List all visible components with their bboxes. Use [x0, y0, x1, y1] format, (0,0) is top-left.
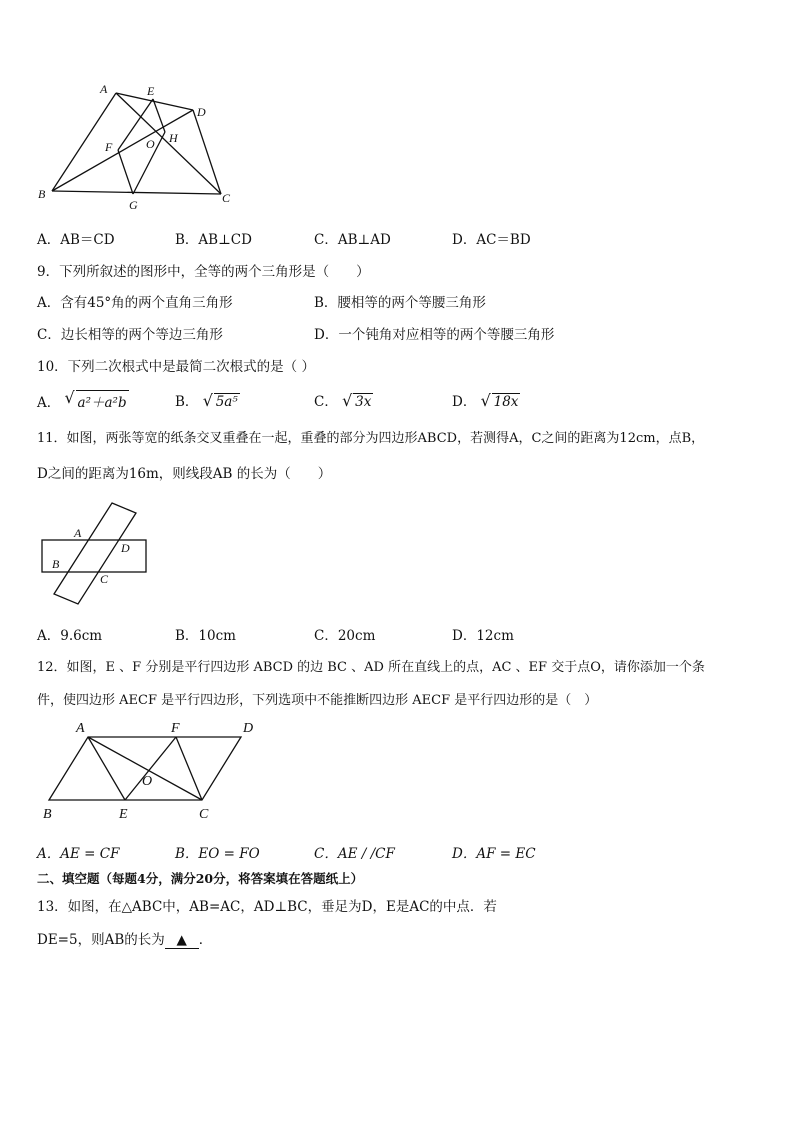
q10-option-a-letter: A．: [37, 395, 61, 411]
q11-option-c[interactable]: C．20cm: [314, 628, 376, 644]
q13-stem-line2: [37, 928, 212, 949]
q11-option-d[interactable]: D．12cm: [452, 628, 514, 644]
q10-stem: 10．下列二次根式中是最简二次根式的是（ ）: [37, 359, 315, 375]
q8-label-C: C: [222, 191, 231, 205]
q8-label-H: H: [169, 131, 178, 145]
q8-option-a[interactable]: A．AB＝CD: [37, 232, 115, 248]
q10-option-c-radical: √ 3x: [342, 391, 372, 410]
q13-answer-blank[interactable]: ▲: [165, 932, 199, 949]
q12-label-O: O: [142, 774, 153, 789]
q11-option-b[interactable]: B．10cm: [175, 628, 236, 644]
q10-option-a-radical: √ a²＋a²b: [64, 388, 127, 411]
q10-option-d-letter: D．: [452, 394, 477, 410]
q11-figure: [36, 500, 156, 610]
q12-label-D: D: [243, 721, 254, 736]
q11-label-A: A: [74, 526, 82, 540]
q8-option-c[interactable]: C．AB⊥AD: [314, 232, 391, 248]
q8-label-O: O: [146, 137, 155, 151]
q10-option-b-radical: √ 5a⁵: [202, 391, 238, 410]
q10-option-a[interactable]: [37, 390, 129, 411]
q10-option-a-radicand: a²＋a²b: [76, 390, 129, 411]
q8-label-E: E: [147, 84, 155, 98]
q10-option-b-letter: B．: [175, 394, 199, 410]
q13-stem-line2-end: ．: [198, 932, 213, 948]
q10-option-c-radicand: 3x: [355, 394, 372, 410]
q12-label-F: F: [171, 721, 180, 736]
q8-label-D: D: [197, 105, 206, 119]
q10-option-b-radicand: 5a⁵: [215, 394, 238, 410]
q12-label-A: A: [76, 721, 85, 736]
q12-label-B: B: [43, 807, 52, 822]
q12-label-E: E: [119, 807, 128, 822]
q10-option-b[interactable]: [175, 390, 240, 410]
q8-option-b[interactable]: B．AB⊥CD: [175, 232, 252, 248]
q11-option-a[interactable]: A．9.6cm: [37, 628, 103, 644]
q10-option-d-radicand: 18x: [493, 394, 519, 410]
q11-label-D: D: [121, 541, 130, 555]
q10-option-d[interactable]: [452, 390, 520, 410]
q11-stem-line2: D之间的距离为16m，则线段AB 的长为（ ）: [37, 466, 332, 482]
section2-heading: 二、填空题（每题4分，满分20分，将答案填在答题纸上）: [37, 871, 364, 886]
q9-option-a[interactable]: A．含有45°角的两个直角三角形: [37, 295, 233, 311]
q13-stem-line2-text: DE=5，则AB的长为: [37, 932, 165, 948]
q13-stem-line1: 13．如图，在△ABC中，AB=AC，AD⊥BC，垂足为D，E是AC的中点．若: [37, 899, 497, 915]
q8-option-d[interactable]: D．AC＝BD: [452, 232, 531, 248]
q12-option-a[interactable]: A．AE = CF: [37, 846, 120, 862]
q8-label-G: G: [129, 198, 138, 212]
q9-stem: 9．下列所叙述的图形中，全等的两个三角形是（ ）: [37, 264, 370, 280]
q9-option-c[interactable]: C．边长相等的两个等边三角形: [37, 327, 223, 343]
q9-option-d[interactable]: D．一个钝角对应相等的两个等腰三角形: [314, 327, 555, 343]
q11-stem-line1: 11．如图，两张等宽的纸条交叉重叠在一起，重叠的部分为四边形ABCD，若测得A，C之间的距离为12cm，点B，: [37, 431, 705, 446]
q8-figure: [36, 80, 246, 215]
q12-option-c[interactable]: C．AE / /CF: [314, 846, 395, 862]
q12-option-d[interactable]: D．AF = EC: [452, 846, 536, 862]
q11-label-B: B: [52, 557, 60, 571]
q8-label-F: F: [105, 140, 113, 154]
q8-label-B: B: [38, 187, 46, 201]
q12-stem-line1: 12．如图，E 、F 分别是平行四边形 ABCD 的边 BC 、AD 所在直线上的点，AC 、EF 交于点O，请你添加一个条: [37, 660, 705, 675]
q11-label-C: C: [100, 572, 109, 586]
q10-option-c-letter: C．: [314, 394, 338, 410]
q12-label-C: C: [199, 807, 209, 822]
q8-label-A: A: [100, 82, 108, 96]
q12-option-b[interactable]: B．EO = FO: [175, 846, 260, 862]
q10-option-d-radical: √ 18x: [480, 391, 519, 410]
q12-stem-line2: 件，使四边形 AECF 是平行四边形，下列选项中不能推断四边形 AECF 是平行四边形的是（ ）: [37, 693, 598, 708]
q12-figure: [36, 718, 266, 824]
q9-option-b[interactable]: B．腰相等的两个等腰三角形: [314, 295, 486, 311]
q10-option-c[interactable]: [314, 390, 373, 410]
